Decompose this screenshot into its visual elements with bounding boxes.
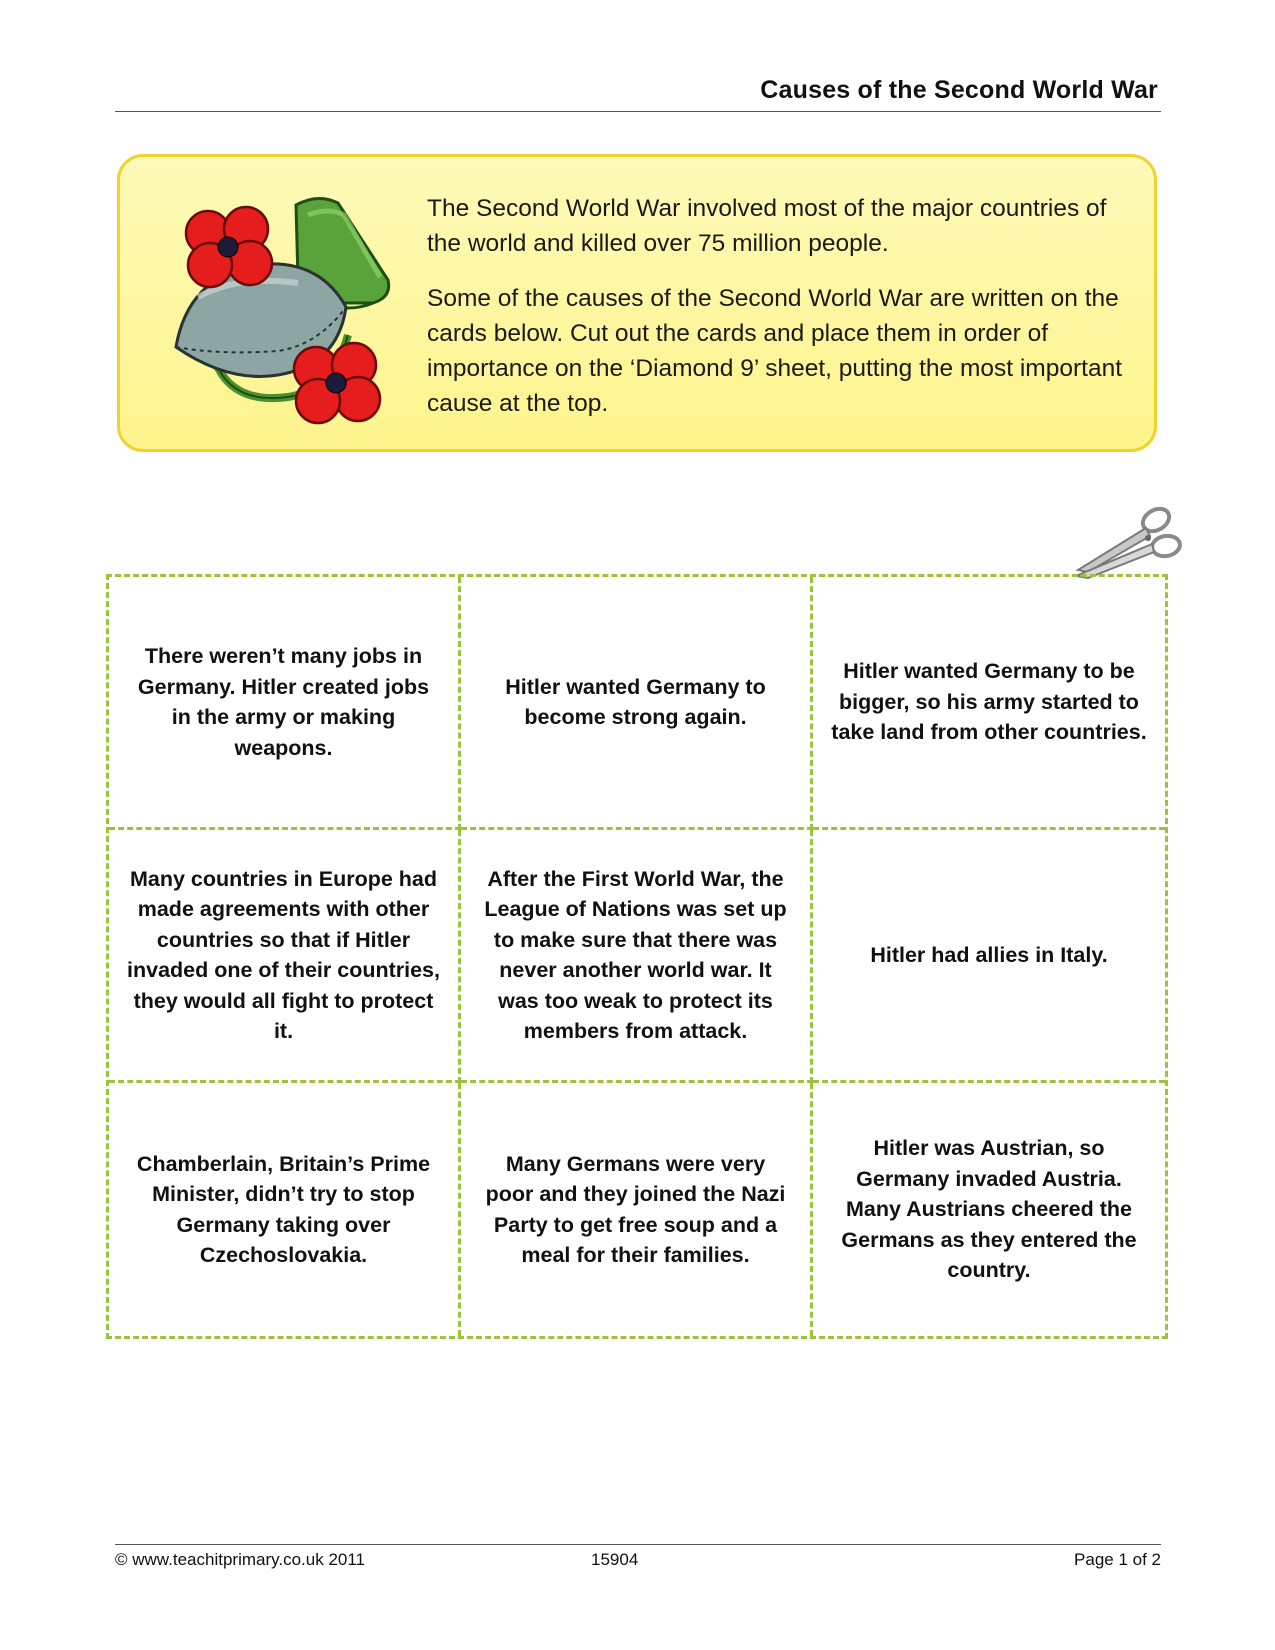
cause-card: Hitler was Austrian, so Germany invaded Austria. Many Austrians cheered the Germans as they entered the country. [841, 1136, 1137, 1283]
cause-card: Many countries in Europe had made agreements with other countries so that if Hitler invaded one of their countries, they would all fight to protect it. [109, 830, 461, 1083]
cause-card: After the First World War, the League of Nations was set up to make sure that there was never another world war. It was too weak to protect its members from attack. [461, 830, 813, 1083]
footer-divider [115, 1544, 1161, 1545]
header-divider [115, 111, 1161, 112]
footer-resource-code: 15904 [591, 1550, 639, 1569]
intro-text [427, 191, 1127, 441]
poppies-and-helmets-icon [168, 185, 398, 425]
cause-card: Hitler wanted Germany to become strong again. [461, 577, 813, 830]
intro-panel [117, 154, 1157, 452]
cause-card: Many Germans were very poor and they joined the Nazi Party to get free soup and a meal for their families. [461, 1083, 813, 1336]
footer-page-number: Page 1 of 2 [1074, 1550, 1161, 1569]
cause-card: Chamberlain, Britain’s Prime Minister, didn’t try to stop Germany taking over Czechoslovakia. [109, 1083, 461, 1336]
cause-card: There weren’t many jobs in Germany. Hitler created jobs in the army or making weapons. [109, 577, 461, 830]
footer-copyright: © www.teachitprimary.co.uk 2011 [115, 1550, 365, 1569]
page-title: Causes of the Second World War [760, 76, 1158, 104]
cause-cards-grid [106, 574, 1168, 1339]
page-footer [115, 1550, 1161, 1576]
cause-card: Hitler had allies in Italy. [813, 830, 1165, 1083]
cause-card: Hitler wanted Germany to be bigger, so his army started to take land from other countries. [813, 577, 1165, 830]
intro-paragraph: The Second World War involved most of the major countries of the world and killed over 75 million people. [427, 195, 1107, 257]
intro-paragraph: Some of the causes of the Second World War are written on the cards below. Cut out the cards and place them in order of importance on the ‘Diamond 9’ sheet, putting the most important cause at the top. [427, 285, 1122, 417]
scissors-icon [1068, 500, 1186, 584]
